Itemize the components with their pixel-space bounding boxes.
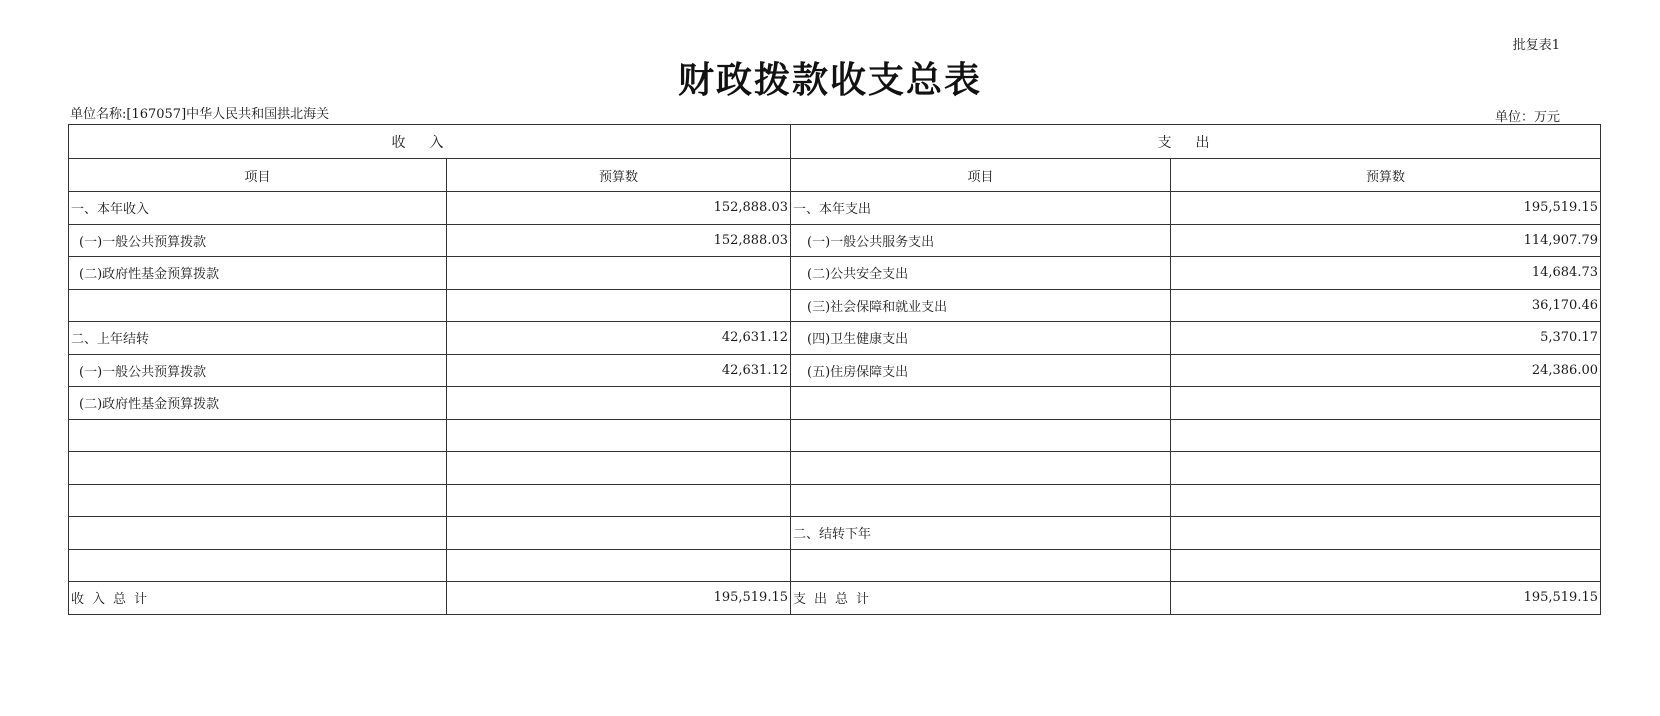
income-item-cell: (一)一般公共预算拨款	[69, 354, 447, 387]
income-amount-cell	[447, 549, 791, 582]
expense-item-cell: 一、本年支出	[791, 192, 1171, 225]
expense-item-cell	[791, 549, 1171, 582]
table-row	[69, 224, 1601, 257]
income-item-cell: (二)政府性基金预算拨款	[69, 387, 447, 420]
income-amount-cell: 42,631.12	[447, 354, 791, 387]
expense-amount-cell	[1171, 484, 1601, 517]
expense-item-cell	[791, 419, 1171, 452]
table-row	[69, 257, 1601, 290]
expense-item-cell: (二)公共安全支出	[791, 257, 1171, 290]
expense-amount-cell: 5,370.17	[1171, 322, 1601, 355]
table-row	[69, 322, 1601, 355]
expense-total-amount: 195,519.15	[1171, 582, 1601, 615]
income-amount-cell: 42,631.12	[447, 322, 791, 355]
column-header-row	[69, 159, 1601, 192]
table-row	[69, 192, 1601, 225]
table-row	[69, 484, 1601, 517]
income-item-cell: (二)政府性基金预算拨款	[69, 257, 447, 290]
expense-amount-cell: 195,519.15	[1171, 192, 1601, 225]
income-item-cell	[69, 517, 447, 550]
table-row	[69, 549, 1601, 582]
income-item-header: 项目	[69, 159, 447, 192]
expense-item-cell: (五)住房保障支出	[791, 354, 1171, 387]
page-title: 财政拨款收支总表	[677, 60, 982, 101]
income-amount-cell	[447, 484, 791, 517]
expense-amount-cell: 114,907.79	[1171, 224, 1601, 257]
expense-item-cell	[791, 484, 1171, 517]
income-total-label: 收入总计	[69, 582, 447, 615]
income-amount-cell: 152,888.03	[447, 192, 791, 225]
expense-amount-cell: 24,386.00	[1171, 354, 1601, 387]
expense-amount-cell	[1171, 419, 1601, 452]
unit-name: 单位名称:[167057]中华人民共和国拱北海关	[70, 107, 330, 122]
expense-item-cell: (三)社会保障和就业支出	[791, 289, 1171, 322]
expense-amount-cell	[1171, 517, 1601, 550]
expense-item-cell: (四)卫生健康支出	[791, 322, 1171, 355]
income-item-cell	[69, 549, 447, 582]
income-total-amount: 195,519.15	[447, 582, 791, 615]
expense-amount-cell: 36,170.46	[1171, 289, 1601, 322]
income-amount-cell	[447, 257, 791, 290]
income-item-cell	[69, 419, 447, 452]
expense-amount-header: 预算数	[1171, 159, 1601, 192]
table-row	[69, 387, 1601, 420]
expense-item-cell	[791, 452, 1171, 485]
income-item-cell	[69, 484, 447, 517]
expense-item-header: 项目	[791, 159, 1171, 192]
table-row	[69, 354, 1601, 387]
form-code: 批复表1	[1512, 38, 1560, 53]
income-item-cell: 一、本年收入	[69, 192, 447, 225]
expense-amount-cell	[1171, 452, 1601, 485]
income-amount-cell	[447, 387, 791, 420]
income-item-cell	[69, 289, 447, 322]
expense-item-cell: (一)一般公共服务支出	[791, 224, 1171, 257]
table-row	[69, 419, 1601, 452]
total-row	[69, 582, 1601, 615]
table-row	[69, 452, 1601, 485]
income-amount-cell	[447, 452, 791, 485]
money-unit: 单位：万元	[1494, 110, 1560, 125]
expense-amount-cell	[1171, 549, 1601, 582]
table-row	[69, 289, 1601, 322]
expense-amount-cell	[1171, 387, 1601, 420]
income-amount-cell	[447, 517, 791, 550]
section-header-row	[69, 125, 1601, 159]
expense-amount-cell: 14,684.73	[1171, 257, 1601, 290]
income-amount-cell	[447, 419, 791, 452]
expense-section-header: 支出	[791, 125, 1601, 159]
budget-table	[68, 124, 1601, 615]
income-item-cell: (一)一般公共预算拨款	[69, 224, 447, 257]
table-row	[69, 517, 1601, 550]
income-section-header: 收入	[69, 125, 791, 159]
income-item-cell	[69, 452, 447, 485]
income-item-cell: 二、上年结转	[69, 322, 447, 355]
income-amount-cell	[447, 289, 791, 322]
income-amount-cell: 152,888.03	[447, 224, 791, 257]
expense-item-cell: 二、结转下年	[791, 517, 1171, 550]
expense-item-cell	[791, 387, 1171, 420]
expense-total-label: 支出总计	[791, 582, 1171, 615]
income-amount-header: 预算数	[447, 159, 791, 192]
